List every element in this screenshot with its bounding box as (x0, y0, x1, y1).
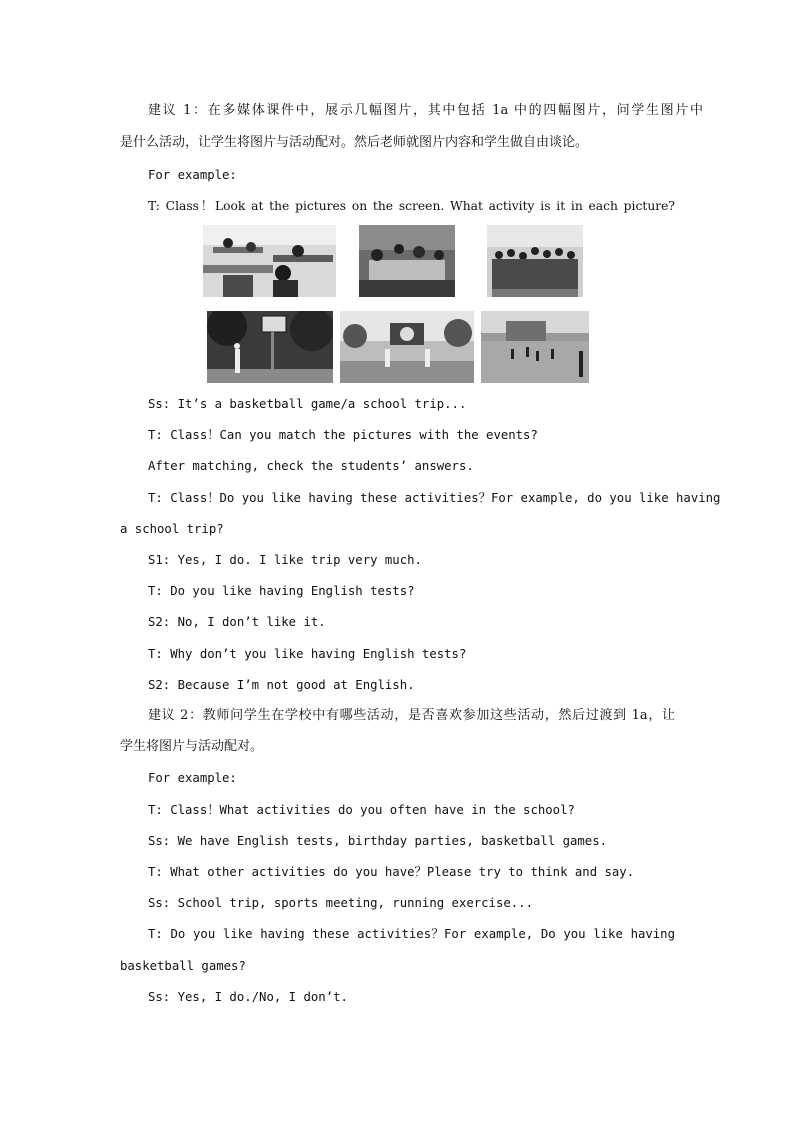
dialogue-line: Ss: It’s a basketball game/a school trip... (148, 397, 467, 411)
suggestion-2-line-1: 建议 2：教师问学生在学校中有哪些活动，是否喜欢参加这些活动，然后过渡到 1a，让 (148, 708, 675, 723)
dialogue-line: Ss: School trip, sports meeting, running exercise... (148, 896, 533, 910)
for-example-label: For example: (148, 771, 237, 785)
dialogue-line: T: Class！What activities do you often have in the school? (148, 803, 575, 817)
classroom-test-photo (203, 225, 336, 297)
dialogue-line: T: Class！Look at the pictures on the screen. What activity is it in each picture? (148, 199, 675, 213)
dialogue-line: T: Why don’t you like having English tests? (148, 647, 467, 661)
dialogue-line: Ss: We have English tests, birthday parties, basketball games. (148, 834, 608, 848)
dialogue-line-continued: basketball games? (120, 959, 246, 973)
dialogue-line: T: What other activities do you have？Please try to think and say. (148, 865, 635, 879)
suggestion-1-line-2: 是什么活动，让学生将图片与活动配对。然后老师就图片内容和学生做自由谈论。 (120, 135, 589, 150)
suggestion-2-line-2: 学生将图片与活动配对。 (120, 739, 264, 754)
for-example-label: For example: (148, 168, 237, 182)
school-trip-photo (487, 225, 583, 297)
dialogue-line: Ss: Yes, I do./No, I don’t. (148, 990, 348, 1004)
dialogue-line: S2: Because I’m not good at English. (148, 678, 415, 692)
sports-meeting-photo (340, 311, 474, 383)
dialogue-line: T: Class！Can you match the pictures with the events? (148, 428, 538, 442)
instruction-line: After matching, check the students’ answers. (148, 459, 474, 473)
dialogue-line: S2: No, I don’t like it. (148, 615, 326, 629)
running-exercise-photo (481, 311, 589, 383)
dialogue-line: S1: Yes, I do. I like trip very much. (148, 553, 422, 567)
birthday-party-photo (359, 225, 455, 297)
dialogue-line: T: Do you like having these activities？For example, Do you like having (148, 927, 675, 941)
dialogue-line-continued: a school trip? (120, 522, 224, 536)
dialogue-line: T: Class！Do you like having these activities？For example, do you like having (148, 491, 721, 505)
dialogue-line: T: Do you like having English tests? (148, 584, 415, 598)
suggestion-1-line-1: 建议 1：在多媒体课件中，展示几幅图片，其中包括 1a 中的四幅图片，问学生图片中 (148, 103, 703, 118)
basketball-game-photo (207, 311, 333, 383)
